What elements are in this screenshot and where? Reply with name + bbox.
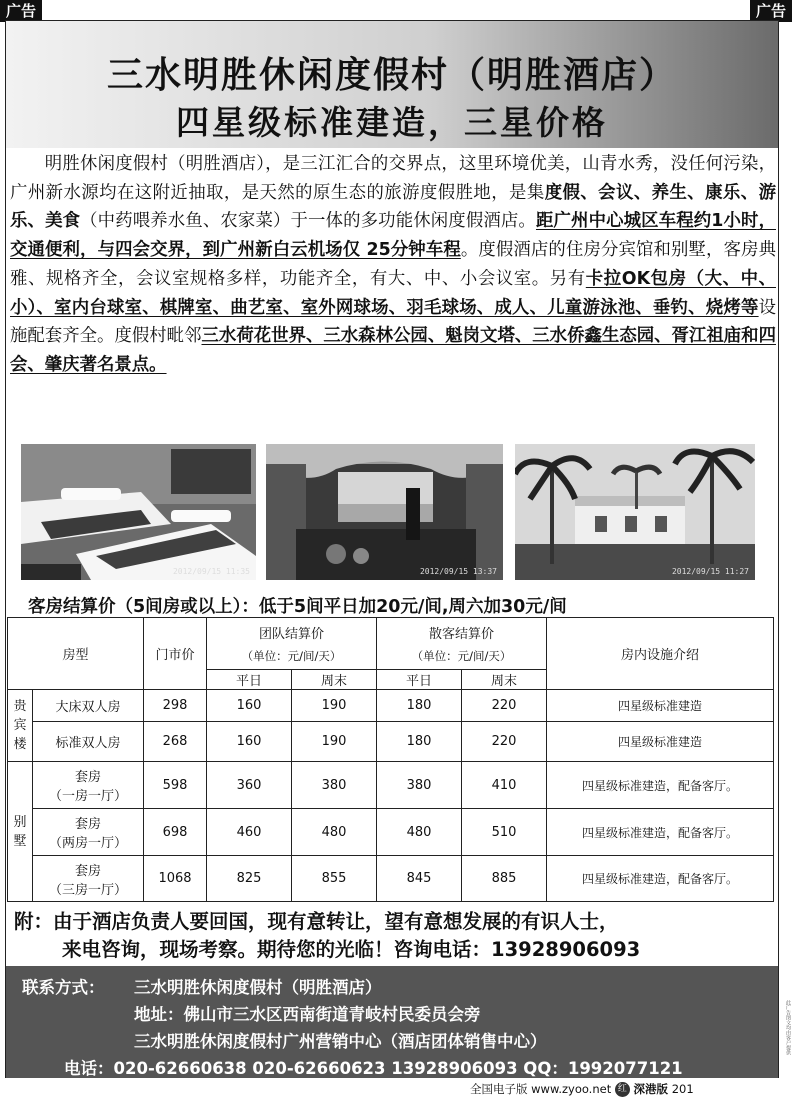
footer-logo-icon: 红 xyxy=(615,1082,630,1097)
footer-site: 全国电子版 www.zyoo.net xyxy=(470,1082,612,1096)
price-title: 客房结算价（5间房或以上）：低于5间平日加20元/间,周六加30元/间 xyxy=(28,597,567,617)
header-room-type: 房型 xyxy=(8,618,144,690)
door-price: 698 xyxy=(144,809,207,856)
door-price: 268 xyxy=(144,722,207,762)
intro-facilities: 卡拉OK包房（大、中、小）、室内台球室、棋牌室、曲艺室、室外网球场、羽毛球场、成人、儿童游泳池、垂钓、烧烤等 xyxy=(10,268,776,318)
intro-text xyxy=(10,150,776,380)
room-name xyxy=(33,856,144,902)
intro-location: 距广州中心城区车程约1小时，交通便利，与四会交界，到广州新白云机场仅 25分钟车程 xyxy=(10,211,776,261)
room-facility: 四星级标准建造 xyxy=(547,722,774,762)
contact-hotel-name: 三水明胜休闲度假村（明胜酒店） xyxy=(134,978,382,997)
group-weekday-price: 460 xyxy=(207,809,292,856)
room-name xyxy=(33,762,144,809)
photo-timestamp: 2012/09/15 11:35 xyxy=(172,567,250,576)
intro-s3: 。度假酒店的住房分宾馆和别墅，客房典雅、规格齐全，会议室规格多样，功能齐全，有大、中、小会议室。另有 xyxy=(10,240,776,289)
room-facility: 四星级标准建造，配备客厅。 xyxy=(547,856,774,902)
photo-stage xyxy=(266,444,503,580)
header-group-weekend: 周末 xyxy=(292,670,377,690)
individual-weekday-price: 180 xyxy=(377,690,462,722)
ad-label-left: 广告 xyxy=(0,0,42,22)
group-vip-building: 贵宾楼 xyxy=(8,690,33,762)
table-row xyxy=(8,856,774,902)
table-row xyxy=(8,722,774,762)
group-weekend-price: 480 xyxy=(292,809,377,856)
room-name-line1: 套房 xyxy=(75,817,102,832)
individual-weekday-price: 380 xyxy=(377,762,462,809)
bedroom-image xyxy=(21,444,256,580)
room-facility: 四星级标准建造 xyxy=(547,690,774,722)
header-group-price xyxy=(207,618,377,670)
transfer-notice xyxy=(14,908,784,964)
intro-features: 度假、会议、养生、康乐、游乐、美食 xyxy=(10,182,776,232)
header-facilities: 房内设施介绍 xyxy=(547,618,774,690)
header-individual-price xyxy=(377,618,547,670)
header-group-unit: （单位：元/间/天） xyxy=(241,649,342,663)
room-name-line2: （三房一厅） xyxy=(49,882,128,898)
room-facility: 四星级标准建造，配备客厅。 xyxy=(547,762,774,809)
side-disclaimer: 此广告图文均由客户提供 xyxy=(785,1000,791,1055)
footer-edition: 深港版 xyxy=(633,1082,669,1096)
individual-weekend-price: 410 xyxy=(462,762,547,809)
contact-label: 联系方式： xyxy=(22,978,105,997)
header-individual-label: 散客结算价 xyxy=(429,627,495,642)
group-villa: 别墅 xyxy=(8,762,33,902)
page-subtitle: 四星级标准建造，三星价格 xyxy=(176,103,608,142)
page-footer xyxy=(470,1081,694,1097)
intro-s2: （中药喂养水鱼、农家菜）于一体的多功能休闲度假酒店。 xyxy=(80,211,536,232)
contact-panel xyxy=(6,966,778,1078)
rate-table xyxy=(7,617,774,902)
group-weekday-price: 360 xyxy=(207,762,292,809)
room-name xyxy=(33,809,144,856)
notice-line2: 来电咨询，现场考察。期待您的光临！咨询电话：13928906093 xyxy=(62,938,641,961)
intro-sights: 三水荷花世界、三水森林公园、魁岗文塔、三水侨鑫生态园、胥江祖庙和四会、肇庆著名景点。 xyxy=(10,326,776,375)
photo-villa xyxy=(515,444,755,580)
notice-line1: 附：由于酒店负责人要回国，现有意转让，望有意想发展的有识人士， xyxy=(14,910,619,933)
group-weekday-price: 825 xyxy=(207,856,292,902)
header-individual-unit: （单位：元/间/天） xyxy=(411,649,512,663)
room-name: 标准双人房 xyxy=(33,722,144,762)
header-individual-weekday: 平日 xyxy=(377,670,462,690)
table-row xyxy=(8,690,774,722)
photo-timestamp: 2012/09/15 13:37 xyxy=(419,567,497,576)
header-individual-weekend: 周末 xyxy=(462,670,547,690)
page-title: 三水明胜休闲度假村（明胜酒店） xyxy=(106,55,677,96)
group-weekend-price: 855 xyxy=(292,856,377,902)
header-group-weekday: 平日 xyxy=(207,670,292,690)
individual-weekend-price: 885 xyxy=(462,856,547,902)
room-name: 大床双人房 xyxy=(33,690,144,722)
ad-label-right: 广告 xyxy=(750,0,792,22)
group-weekend-price: 190 xyxy=(292,690,377,722)
footer-page-number: 201 xyxy=(671,1082,694,1096)
table-row xyxy=(8,809,774,856)
photo-timestamp: 2012/09/15 11:27 xyxy=(671,567,749,576)
room-name-line2: （两房一厅） xyxy=(49,836,128,851)
group-weekend-price: 380 xyxy=(292,762,377,809)
room-name-line1: 套房 xyxy=(75,863,102,879)
individual-weekday-price: 845 xyxy=(377,856,462,902)
room-name-line1: 套房 xyxy=(75,770,102,785)
room-facility: 四星级标准建造，配备客厅。 xyxy=(547,809,774,856)
individual-weekday-price: 480 xyxy=(377,809,462,856)
table-row xyxy=(8,762,774,809)
individual-weekday-price: 180 xyxy=(377,722,462,762)
contact-phone: 电话：020-62660638 020-62660623 13928906093 QQ：1992077121 xyxy=(64,1059,683,1078)
door-price: 1068 xyxy=(144,856,207,902)
group-weekend-price: 190 xyxy=(292,722,377,762)
group-weekday-price: 160 xyxy=(207,690,292,722)
photo-bedroom xyxy=(21,444,256,580)
header-door-price: 门市价 xyxy=(144,618,207,690)
door-price: 298 xyxy=(144,690,207,722)
intro-s1: 明胜休闲度假村（明胜酒店），是三江汇合的交界点，这里环境优美，山青水秀，没任何污染，广州新水源均在这附近抽取，是天然的原生态的旅游度假胜地，是集 xyxy=(10,154,776,203)
individual-weekend-price: 220 xyxy=(462,690,547,722)
stage-image xyxy=(266,444,503,580)
intro-s4: 设施配套齐全。度假村毗邻 xyxy=(10,297,776,347)
individual-weekend-price: 220 xyxy=(462,722,547,762)
group-weekday-price: 160 xyxy=(207,722,292,762)
individual-weekend-price: 510 xyxy=(462,809,547,856)
room-name-line2: （一房一厅） xyxy=(49,789,128,804)
header-banner xyxy=(6,21,778,148)
villa-image xyxy=(515,444,755,580)
contact-address: 地址：佛山市三水区西南街道青岐村民委员会旁 xyxy=(134,1005,481,1024)
contact-sales-center: 三水明胜休闲度假村广州营销中心（酒店团体销售中心） xyxy=(134,1032,547,1051)
header-group-label: 团队结算价 xyxy=(259,627,325,642)
door-price: 598 xyxy=(144,762,207,809)
